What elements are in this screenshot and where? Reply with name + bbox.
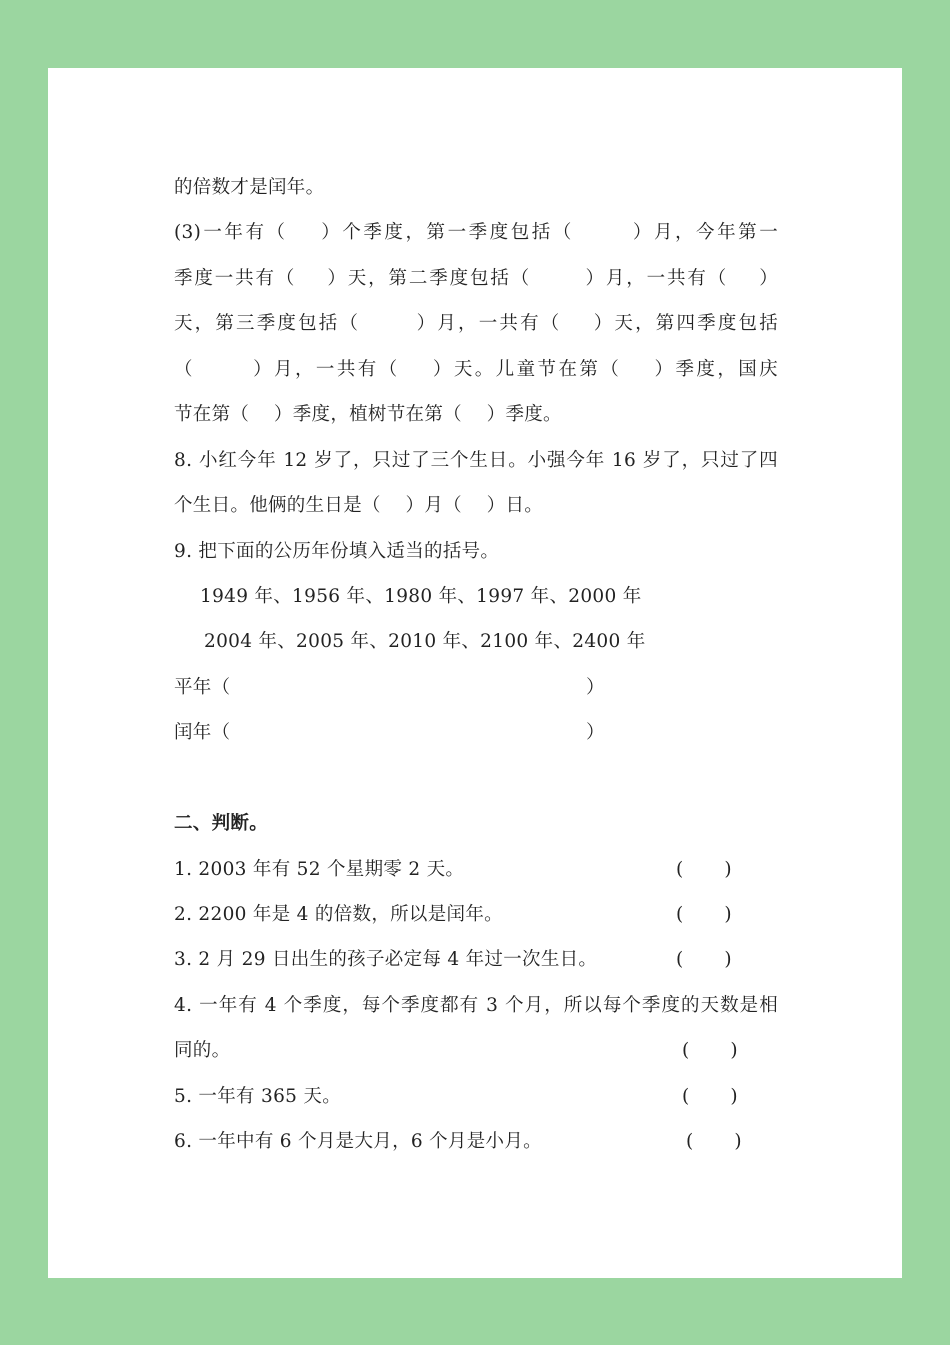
judge-answer-6: ( ) [686,1131,742,1152]
q9-title: 9. 把下面的公历年份填入适当的括号。 [174,541,500,562]
judge-item-6: 6. 一年中有 6 个月是大月，6 个月是小月。 [174,1131,542,1152]
q8-line-1: 8. 小红今年 12 岁了，只过了三个生日。小强今年 16 岁了，只过了四 [174,450,778,471]
judge-answer-3: ( ) [676,949,732,970]
q3-line-3: 天，第三季度包括（ ）月，一共有（ ）天，第四季度包括 [174,313,778,334]
judge-answer-2: ( ) [676,904,732,925]
common-year-label: 平年（ [174,677,231,698]
q3-line-1: (3)一年有（ ）个季度，第一季度包括（ ）月，今年第一 [174,222,778,243]
judge-item-2: 2. 2200 年是 4 的倍数，所以是闰年。 [174,904,503,925]
leap-year-rule-tail: 的倍数才是闰年。 [174,177,325,198]
judge-item-1: 1. 2003 年有 52 个星期零 2 天。 [174,859,465,880]
judge-item-4-cont: 同的。 [174,1040,231,1061]
worksheet-page [48,68,902,1278]
judge-answer-1: ( ) [676,859,732,880]
leap-year-label: 闰年（ [174,722,231,743]
common-year-close-paren: ） [586,677,605,698]
judge-heading: 二、判断。 [174,813,269,834]
q8-line-2: 个生日。他俩的生日是（ ）月（ ）日。 [174,495,544,516]
judge-answer-4: ( ) [682,1040,738,1061]
q9-years-row-1: 1949 年、1956 年、1980 年、1997 年、2000 年 [200,586,642,607]
q3-line-4: （ ）月，一共有（ ）天。儿童节在第（ ）季度，国庆 [174,359,778,380]
q3-line-2: 季度一共有（ ）天，第二季度包括（ ）月，一共有（ ） [174,268,778,289]
judge-item-3: 3. 2 月 29 日出生的孩子必定每 4 年过一次生日。 [174,949,598,970]
judge-item-4: 4. 一年有 4 个季度，每个季度都有 3 个月，所以每个季度的天数是相 [174,995,778,1016]
judge-answer-5: ( ) [682,1086,738,1107]
q9-years-row-2: 2004 年、2005 年、2010 年、2100 年、2400 年 [204,631,646,652]
leap-year-close-paren: ） [586,722,605,743]
judge-item-5: 5. 一年有 365 天。 [174,1086,342,1107]
q3-line-5: 节在第（ ）季度，植树节在第（ ）季度。 [174,404,562,425]
